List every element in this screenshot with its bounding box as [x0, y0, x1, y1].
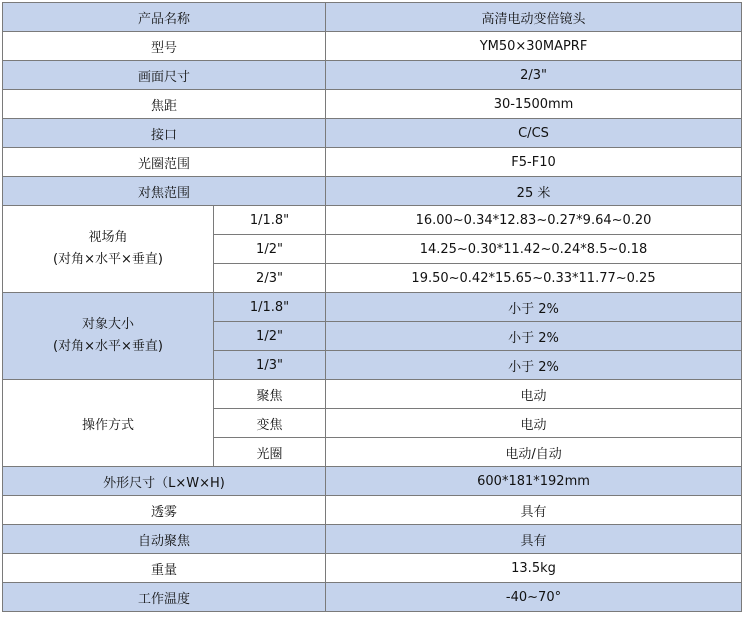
sub-label: 聚焦	[214, 380, 326, 409]
label-weight: 重量	[3, 554, 326, 583]
table-row	[3, 206, 742, 235]
value-weight: 13.5kg	[326, 554, 742, 583]
table-row	[3, 177, 742, 206]
value-cell: 电动/自动	[326, 438, 742, 467]
label-aperture-range: 光圈范围	[3, 148, 326, 177]
label-image-size: 画面尺寸	[3, 61, 326, 90]
value-cell: 16.00~0.34*12.83~0.27*9.64~0.20	[326, 206, 742, 235]
value-image-size: 2/3"	[326, 61, 742, 90]
label-operation: 操作方式	[3, 380, 214, 467]
table-row	[3, 3, 742, 32]
value-cell: 电动	[326, 409, 742, 438]
value-dimensions: 600*181*192mm	[326, 467, 742, 496]
table-row	[3, 119, 742, 148]
value-model: YM50×30MAPRF	[326, 32, 742, 61]
table-row	[3, 293, 742, 322]
sub-label: 2/3"	[214, 264, 326, 293]
value-focal-length: 30-1500mm	[326, 90, 742, 119]
sub-label: 1/2"	[214, 322, 326, 351]
value-cell: 小于 2%	[326, 351, 742, 380]
sub-label: 1/1.8"	[214, 293, 326, 322]
label-focus-range: 对焦范围	[3, 177, 326, 206]
label-defog: 透雾	[3, 496, 326, 525]
spec-table	[2, 2, 742, 612]
sub-label: 1/3"	[214, 351, 326, 380]
table-row	[3, 554, 742, 583]
value-cell: 电动	[326, 380, 742, 409]
sub-label: 1/2"	[214, 235, 326, 264]
value-product-name: 高清电动变倍镜头	[326, 3, 742, 32]
table-row	[3, 496, 742, 525]
label-product-name: 产品名称	[3, 3, 326, 32]
label-focal-length: 焦距	[3, 90, 326, 119]
table-row	[3, 583, 742, 612]
label-object-size: 对象大小 (对角×水平×垂直)	[3, 293, 214, 380]
table-row	[3, 61, 742, 90]
value-operating-temperature: -40~70°	[326, 583, 742, 612]
label-field-of-view: 视场角 (对角×水平×垂直)	[3, 206, 214, 293]
value-autofocus: 具有	[326, 525, 742, 554]
sub-label: 变焦	[214, 409, 326, 438]
table-row	[3, 148, 742, 177]
value-defog: 具有	[326, 496, 742, 525]
table-row	[3, 32, 742, 61]
value-aperture-range: F5-F10	[326, 148, 742, 177]
value-cell: 14.25~0.30*11.42~0.24*8.5~0.18	[326, 235, 742, 264]
label-autofocus: 自动聚焦	[3, 525, 326, 554]
label-operating-temperature: 工作温度	[3, 583, 326, 612]
value-focus-range: 25 米	[326, 177, 742, 206]
value-cell: 19.50~0.42*15.65~0.33*11.77~0.25	[326, 264, 742, 293]
sub-label: 光圈	[214, 438, 326, 467]
table-row	[3, 90, 742, 119]
label-dimensions: 外形尺寸（L×W×H)	[3, 467, 326, 496]
table-row	[3, 467, 742, 496]
value-cell: 小于 2%	[326, 322, 742, 351]
value-cell: 小于 2%	[326, 293, 742, 322]
value-mount: C/CS	[326, 119, 742, 148]
label-model: 型号	[3, 32, 326, 61]
table-row	[3, 525, 742, 554]
label-mount: 接口	[3, 119, 326, 148]
table-row	[3, 380, 742, 409]
sub-label: 1/1.8"	[214, 206, 326, 235]
